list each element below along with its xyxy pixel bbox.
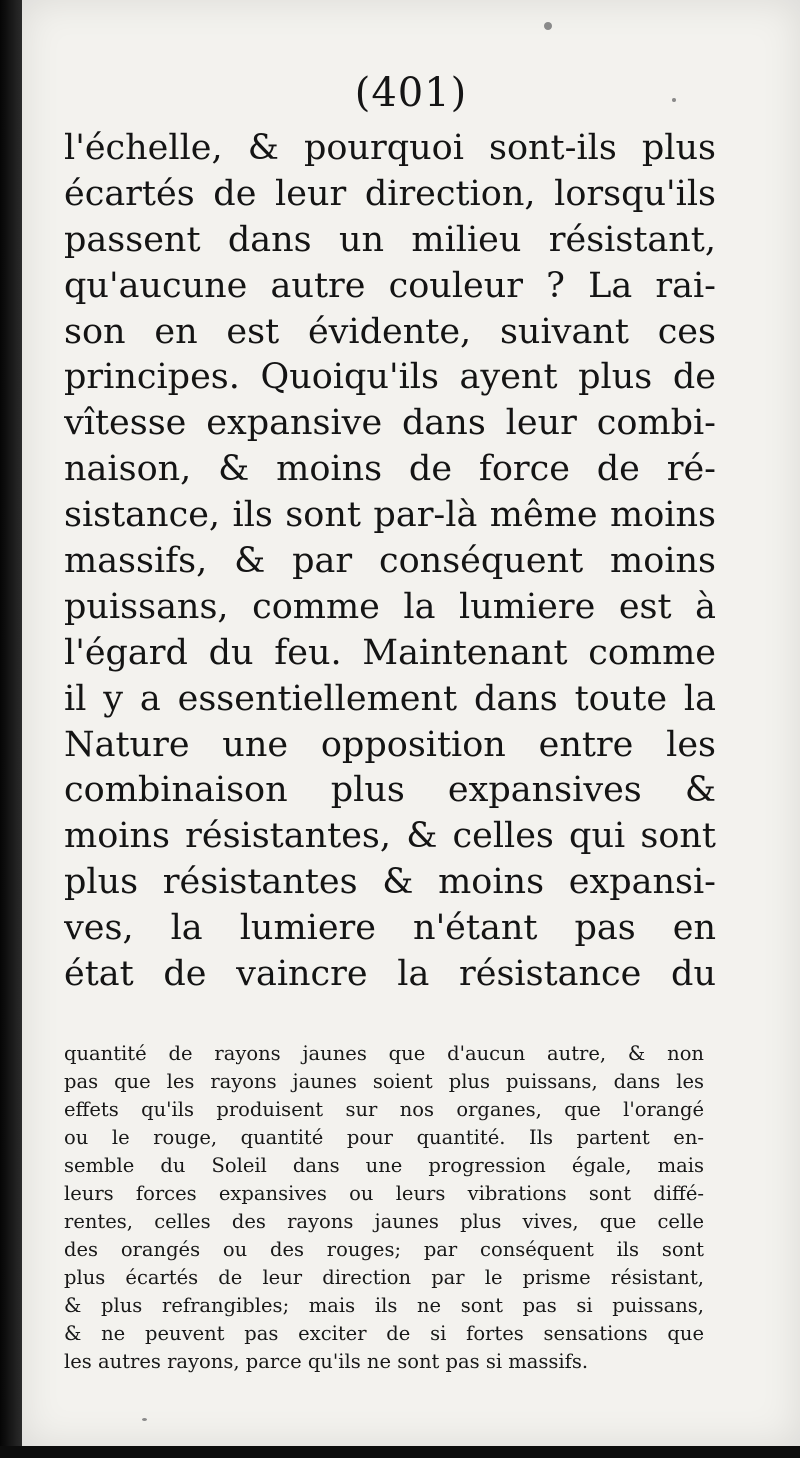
text-line: massifs, & par conséquent moins [64,541,716,582]
text-line: écartés de leur direction, lorsqu'ils [64,173,716,214]
text-line: il y a essentiellement dans toute la [64,678,716,719]
text-line: moins résistantes, & celles qui sont [64,816,716,857]
text-line: qu'aucune autre couleur ? La rai- [64,265,716,306]
text-line: ves, la lumiere n'étant pas en [64,908,716,949]
page-number: (401) [354,70,468,116]
page-bottom-shadow [0,1446,800,1458]
text-line: l'égard du feu. Maintenant comme [64,632,716,673]
footnote-line: quantité de rayons jaunes que d'aucun autre, & non [64,1042,704,1065]
footnote-line: & plus refrangibles; mais ils ne sont pas si puissans, [64,1294,704,1317]
footnote-line: pas que les rayons jaunes soient plus puissans, dans les [64,1070,704,1093]
text-line: puissans, comme la lumiere est à [64,586,716,627]
text-line: naison, & moins de force de ré- [64,449,716,490]
footnote-line: des orangés ou des rouges; par conséquent ils sont [64,1238,704,1261]
text-line: combinaison plus expansives & [64,770,716,811]
book-page [22,0,800,1446]
page-gutter-shadow [0,0,22,1458]
footnote-line: plus écartés de leur direction par le prisme résistant, [64,1266,704,1289]
footnote [64,1040,704,1376]
footnote-line: semble du Soleil dans une progression égale, mais [64,1154,704,1177]
main-text [64,126,716,998]
text-line: passent dans un milieu résistant, [64,219,716,260]
ink-speck [544,22,552,30]
text-line: état de vaincre la résistance du [64,954,716,995]
text-line: principes. Quoiqu'ils ayent plus de [64,357,716,398]
footnote-line: leurs forces expansives ou leurs vibrations sont diffé- [64,1182,704,1205]
footnote-line: effets qu'ils produisent sur nos organes, que l'orangé [64,1098,704,1121]
text-line: sistance, ils sont par-là même moins [64,495,716,536]
footnote-line: rentes, celles des rayons jaunes plus vives, que celle [64,1210,704,1233]
ink-speck [142,1418,147,1421]
text-line: plus résistantes & moins expansi- [64,862,716,903]
footnote-line: & ne peuvent pas exciter de si fortes sensations que [64,1322,704,1345]
text-line: l'échelle, & pourquoi sont-ils plus [64,128,716,168]
footnote-line: ou le rouge, quantité pour quantité. Ils partent en- [64,1126,704,1149]
footnote-line: les autres rayons, parce qu'ils ne sont pas si massifs. [64,1350,589,1373]
text-line: Nature une opposition entre les [64,724,716,765]
text-line: vîtesse expansive dans leur combi- [64,403,716,444]
text-line: son en est évidente, suivant ces [64,311,716,352]
